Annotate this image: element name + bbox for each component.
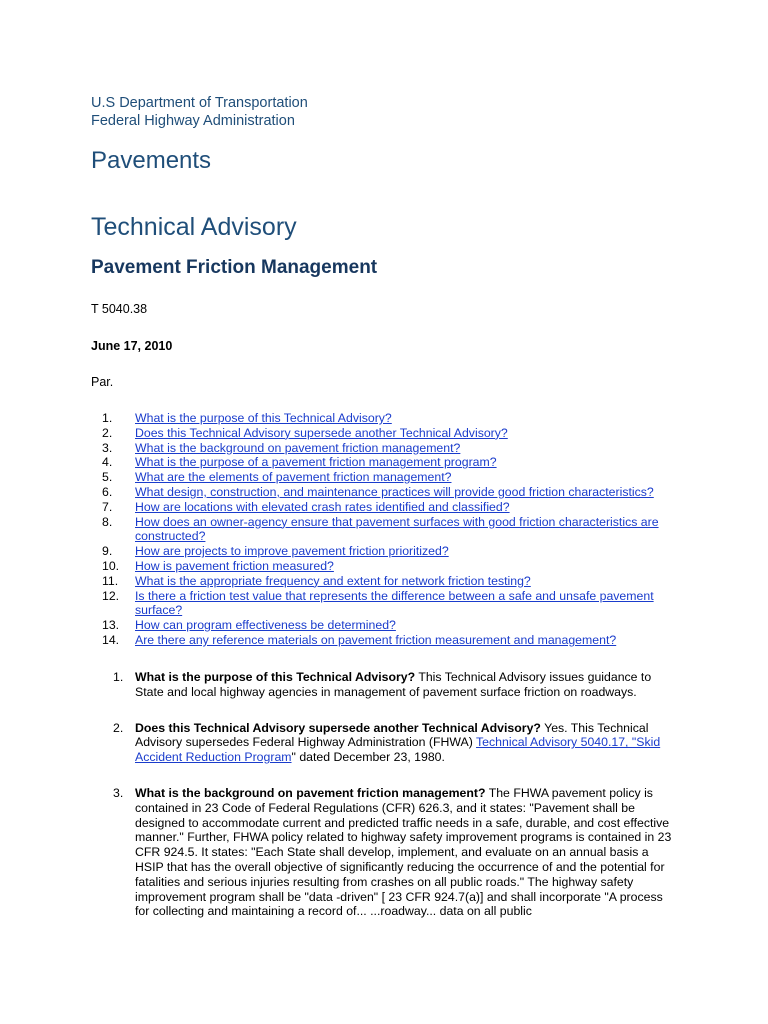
toc-item: 5. What are the elements of pavement friction management? [91, 470, 691, 485]
answer-text: The FHWA pavement policy is contained in 23 Code of Federal Regulations (CFR) 626.3, and it states: "Pavement shall be designed to accommodate current and predicted traffic needs in a safe, durable, and cost effective manner." Further, FHWA policy related to highway safety improvement programs is contained in 23 CFR 924.5. It states: "Each State shall develop, implement, and evaluate on an annual basis a HSIP that has the overall objective of significantly reducing the occurrence of and the potential for fatalities and serious injuries resulting from crashes on all public roads." The highway safety improvement program shall be "data -driven" [ 23 CFR 924.7(a)] and shall incorporate "A process for collecting and maintaining a record of... ...roadway... data on all public [135, 785, 672, 919]
toc-link[interactable]: What is the purpose of this Technical Advisory? [135, 411, 392, 425]
toc-link[interactable]: How are projects to improve pavement friction prioritized? [135, 544, 449, 559]
answer-text: This Technical Advisory issues guidance to State and local highway agencies in management of pavement surface friction on roadways. [135, 670, 652, 699]
agency-administration: Federal Highway Administration [91, 113, 295, 129]
document-number: T 5040.38 [91, 302, 148, 316]
toc-link[interactable]: What is the background on pavement friction management? [135, 440, 461, 455]
toc-item: 8. How does an owner-agency ensure that pavement surfaces with good friction characteristics are constructed? [91, 515, 691, 545]
toc-item: 11. What is the appropriate frequency and extent for network friction testing? [91, 574, 691, 589]
answer-number: 1. [113, 670, 124, 684]
toc-link[interactable]: How does an owner-agency ensure that pavement surfaces with good friction characteristics are constructed? [135, 514, 659, 544]
answer-body [135, 721, 675, 765]
page-title: Pavement Friction Management [91, 257, 378, 278]
technical-advisory-link[interactable]: Technical Advisory 5040.17, "Skid Accident Reduction Program [135, 735, 661, 765]
toc-link[interactable]: What are the elements of pavement friction management? [135, 470, 452, 485]
doc-type-heading: Technical Advisory [91, 213, 297, 241]
toc-item: 7. How are locations with elevated crash rates identified and classified? [91, 500, 691, 515]
toc-link[interactable]: How is pavement friction measured? [135, 558, 334, 573]
toc-link[interactable]: What is the purpose of a pavement friction management program? [135, 455, 497, 470]
toc-link[interactable]: Does this Technical Advisory supersede another Technical Advisory? [135, 425, 508, 440]
toc-item: 13. How can program effectiveness be determined? [91, 618, 691, 633]
toc-link[interactable]: What design, construction, and maintenance practices will provide good friction characteristics? [135, 484, 654, 499]
answer-number: 2. [113, 720, 124, 735]
toc-item: 9. How are projects to improve pavement friction prioritized? [91, 544, 691, 559]
toc-item: 3. What is the background on pavement friction management? [91, 441, 691, 456]
answer-item [91, 721, 691, 765]
answer-text: " dated December 23, 1980. [291, 750, 445, 765]
toc-item: 6. What design, construction, and maintenance practices will provide good friction characteristics? [91, 485, 691, 500]
document-date: June 17, 2010 [91, 339, 173, 353]
toc-link[interactable]: Is there a friction test value that represents the difference between a safe and unsafe pavement surface? [135, 588, 654, 618]
answer-body [135, 786, 675, 919]
toc-item: 4. What is the purpose of a pavement friction management program? [91, 455, 691, 470]
agency-department: U.S Department of Transportation [91, 95, 308, 111]
par-label: Par. [91, 375, 114, 389]
agency-block [91, 94, 308, 130]
answer-number: 3. [113, 785, 124, 800]
answers-list [91, 670, 691, 919]
table-of-contents [91, 411, 691, 648]
answer-item [91, 786, 691, 919]
answer-text: Yes. This Technical Advisory supersedes Federal Highway Administration (FHWA) [135, 720, 649, 750]
toc-link[interactable]: Are there any reference materials on pavement friction measurement and management? [135, 632, 617, 647]
toc-item: 10. How is pavement friction measured? [91, 559, 691, 574]
section-heading: Pavements [91, 147, 212, 174]
answer-question: What is the background on pavement friction management? [135, 785, 486, 800]
toc-item: 1. What is the purpose of this Technical Advisory? [91, 411, 691, 426]
answer-question: What is the purpose of this Technical Advisory? [135, 670, 416, 684]
toc-link[interactable]: What is the appropriate frequency and extent for network friction testing? [135, 573, 531, 588]
answer-question: Does this Technical Advisory supersede another Technical Advisory? [135, 720, 541, 735]
toc-item: 12. Is there a friction test value that represents the difference between a safe and unsafe pavement surface? [91, 589, 691, 619]
toc-item: 14. Are there any reference materials on pavement friction measurement and management? [91, 633, 691, 648]
toc-item: 2. Does this Technical Advisory supersede another Technical Advisory? [91, 426, 691, 441]
toc-link[interactable]: How are locations with elevated crash rates identified and classified? [135, 499, 510, 514]
toc-link[interactable]: How can program effectiveness be determined? [135, 618, 396, 633]
answer-body [135, 670, 675, 700]
answer-item [91, 670, 691, 700]
